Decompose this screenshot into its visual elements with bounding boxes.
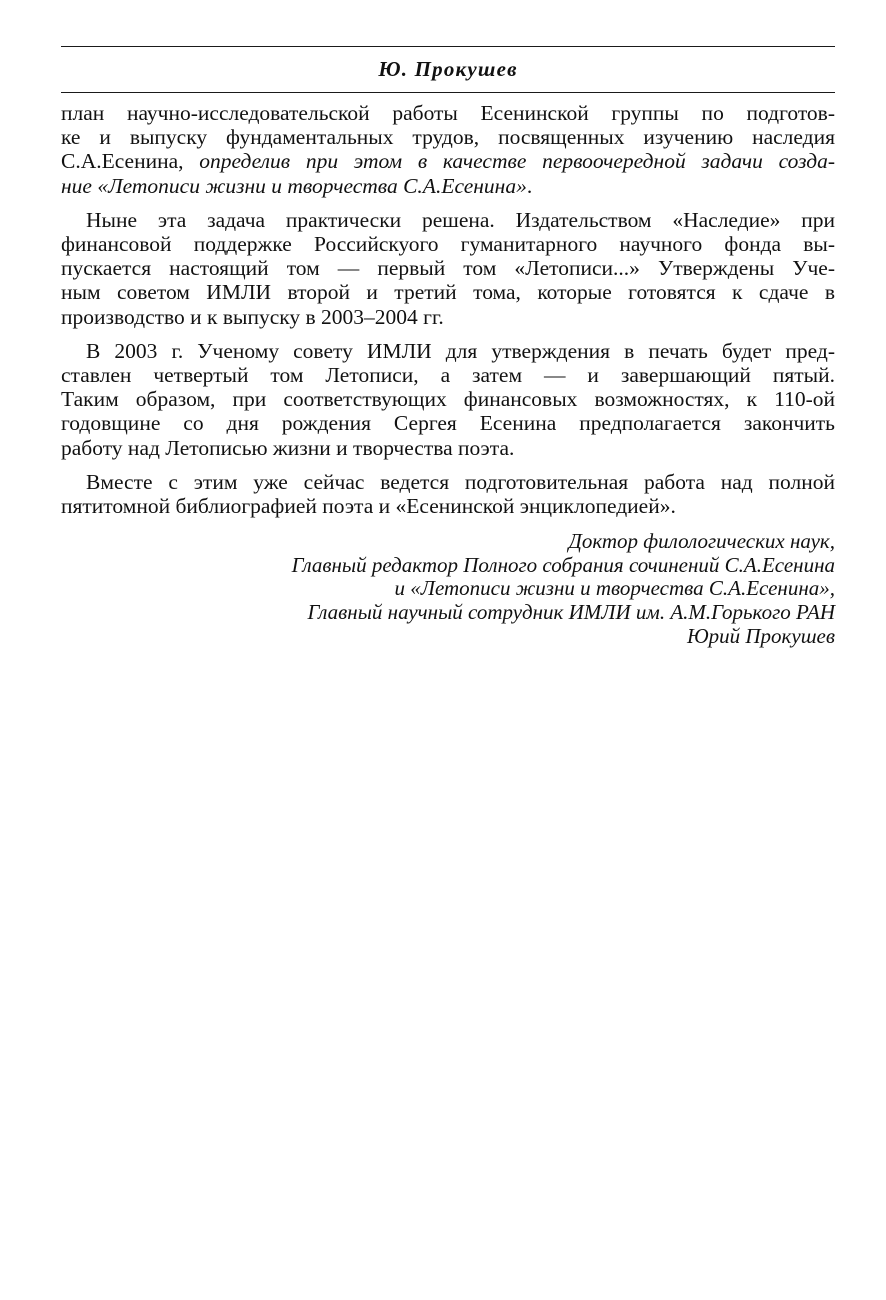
text-line [61,305,835,329]
text-line [61,339,835,363]
signature-position-chronicle: и «Летописи жизни и творчества С.А.Есенина», [394,576,835,601]
text-segment: Вместе с этим уже сейчас ведется подготовительная работа над полной [86,469,835,494]
text-segment: Ныне эта задача практически решена. Издательством «Наследие» при [86,207,835,232]
text-line [61,174,835,198]
text-line [61,363,835,387]
text-line [61,280,835,304]
text-line [61,101,835,125]
text-line [61,149,835,173]
header-bottom-rule [61,92,835,93]
text-segment: В 2003 г. Ученому совету ИМЛИ для утверждения в печать будет пред- [86,338,835,363]
signature-position-editor: Главный редактор Полного собрания сочинений С.А.Есенина [291,552,835,577]
signature-degree: Доктор филологических наук, [568,529,835,554]
text-segment: пускается настоящий том — первый том «Летописи...» Утверждены Уче- [61,256,835,281]
signature-position-researcher: Главный научный сотрудник ИМЛИ им. А.М.Горького РАН [307,600,835,625]
paragraph-3 [61,339,835,460]
text-line [61,208,835,232]
page [61,0,835,648]
italic-segment: определив при этом в качестве первоочередной задачи созда- [199,149,835,174]
text-line [61,125,835,149]
signature-block [61,530,835,648]
paragraph-4 [61,470,835,518]
text-line [61,436,835,460]
text-segment: ке и выпуску фундаментальных трудов, посвященных изучению наследия [61,125,835,150]
signature-author-name: Юрий Прокушев [686,623,835,648]
text-segment: план научно-исследовательской работы Есенинской группы по подготов- [61,101,835,125]
text-segment: годовщине со дня рождения Сергея Есенина предполагается закончить [61,411,835,436]
paragraph-2 [61,208,835,329]
italic-segment: ние «Летописи жизни и творчества С.А.Есенина» [61,173,527,198]
text-segment: финансовой поддержке Российскуого гуманитарного научного фонда вы- [61,232,835,257]
text-segment: Таким образом, при соответствующих финансовых возможностях, к 110-ой [61,387,835,412]
text-segment: пятитомной библиографией поэта и «Есенинской энциклопедией». [61,494,676,519]
text-segment: работу над Летописью жизни и творчества поэта. [61,435,515,460]
text-line [61,411,835,435]
body-text [61,101,835,518]
text-segment: ным советом ИМЛИ второй и третий тома, которые готовятся к сдаче в [61,280,835,305]
text-segment: . [526,173,533,198]
text-segment: производство и к выпуску в 2003–2004 гг. [61,304,444,329]
text-segment: ставлен четвертый том Летописи, а затем — и завершающий пятый. [61,363,835,388]
text-line [61,256,835,280]
text-segment: С.А.Есенина, [61,149,200,174]
text-line [61,387,835,411]
text-line [61,470,835,494]
paragraph-1 [61,101,835,198]
text-line [61,494,835,518]
running-title: Ю. Прокушев [378,57,518,81]
text-line [61,232,835,256]
